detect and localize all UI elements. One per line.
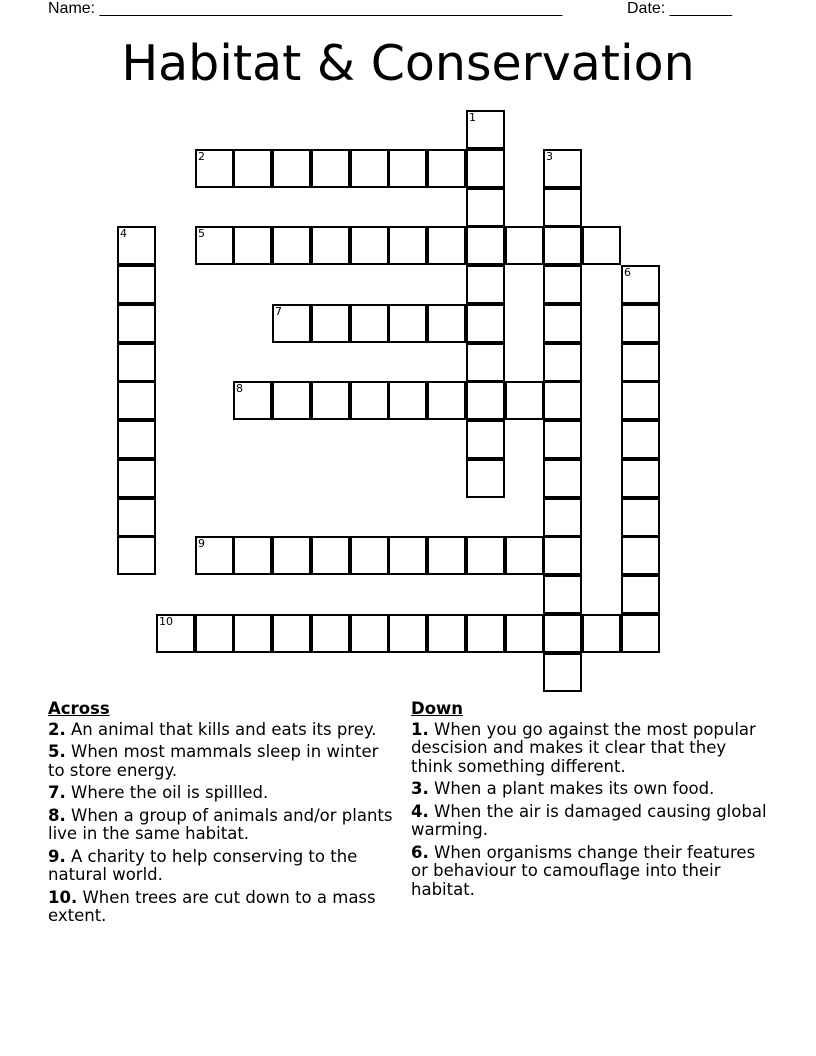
across-heading: Across — [48, 699, 110, 718]
crossword-cell[interactable] — [117, 498, 156, 537]
crossword-cell[interactable] — [388, 536, 427, 575]
clue-number: 3 — [546, 150, 553, 163]
date-field-label: Date: _______ — [627, 0, 732, 17]
crossword-cell[interactable] — [543, 498, 582, 537]
crossword-cell[interactable] — [195, 614, 234, 653]
clue-number: 9 — [198, 537, 205, 550]
crossword-cell[interactable] — [350, 536, 389, 575]
name-field-label: Name: ____________________________________________________ — [48, 0, 563, 17]
clue-number: 6 — [624, 266, 631, 279]
across-clue: 2. An animal that kills and eats its prey. — [48, 719, 377, 739]
clue-number: 8 — [236, 382, 243, 395]
crossword-cell[interactable] — [621, 381, 660, 420]
clue-number: 2 — [198, 150, 205, 163]
crossword-cell[interactable] — [466, 536, 505, 575]
crossword-cell[interactable] — [543, 653, 582, 692]
clue-number: 10 — [159, 615, 173, 628]
crossword-cell[interactable] — [272, 614, 311, 653]
crossword-cell[interactable] — [621, 304, 660, 343]
clue-number: 5 — [198, 227, 205, 240]
crossword-cell[interactable] — [117, 304, 156, 343]
down-clue: 3. When a plant makes its own food. — [411, 779, 715, 798]
crossword-cell[interactable] — [466, 188, 505, 227]
crossword-cell[interactable] — [311, 226, 350, 265]
crossword-cell[interactable] — [543, 304, 582, 343]
crossword-cell[interactable] — [621, 575, 660, 614]
crossword-cell[interactable] — [543, 575, 582, 614]
across-clue: 7. Where the oil is spillled. — [48, 783, 269, 802]
crossword-cell[interactable] — [272, 149, 311, 188]
crossword-cell[interactable] — [427, 149, 466, 188]
crossword-cell[interactable] — [466, 459, 505, 498]
crossword-cell[interactable] — [350, 149, 389, 188]
crossword-cell[interactable] — [272, 304, 311, 343]
crossword-cell[interactable] — [543, 226, 582, 265]
crossword-cell[interactable] — [466, 149, 505, 188]
crossword-cell[interactable] — [466, 226, 505, 265]
crossword-cell[interactable] — [272, 536, 311, 575]
crossword-cell[interactable] — [466, 265, 505, 304]
crossword-cell[interactable] — [543, 420, 582, 459]
crossword-cell[interactable] — [388, 149, 427, 188]
crossword-cell[interactable] — [621, 536, 660, 575]
clue-number: 7 — [275, 305, 282, 318]
crossword-cell[interactable] — [543, 614, 582, 653]
crossword-cell[interactable] — [466, 110, 505, 149]
crossword-cell[interactable] — [195, 536, 234, 575]
across-clue: 8. When a group of animals and/or plants live in the same habitat. — [48, 805, 393, 843]
crossword-cell[interactable] — [505, 381, 544, 420]
crossword-cell[interactable] — [427, 614, 466, 653]
crossword-cell[interactable] — [543, 149, 582, 188]
down-clues — [411, 700, 771, 903]
crossword-cell[interactable] — [621, 614, 660, 653]
crossword-cell[interactable] — [117, 459, 156, 498]
crossword-cell[interactable] — [117, 343, 156, 382]
crossword-cell[interactable] — [427, 304, 466, 343]
crossword-cell[interactable] — [543, 459, 582, 498]
crossword-cell[interactable] — [233, 536, 272, 575]
crossword-cell[interactable] — [582, 614, 621, 653]
crossword-cell[interactable] — [117, 265, 156, 304]
crossword-cell[interactable] — [233, 381, 272, 420]
crossword-cell[interactable] — [543, 536, 582, 575]
crossword-cell[interactable] — [466, 381, 505, 420]
crossword-cell[interactable] — [311, 536, 350, 575]
crossword-cell[interactable] — [272, 381, 311, 420]
crossword-cell[interactable] — [311, 614, 350, 653]
crossword-cell[interactable] — [543, 188, 582, 227]
across-clue: 10. When trees are cut down to a mass extent. — [48, 887, 376, 925]
crossword-cell[interactable] — [156, 614, 195, 653]
crossword-cell[interactable] — [505, 614, 544, 653]
crossword-cell[interactable] — [621, 420, 660, 459]
across-clue: 9. A charity to help conserving to the natural world. — [48, 846, 358, 884]
crossword-cell[interactable] — [117, 226, 156, 265]
crossword-cell[interactable] — [350, 226, 389, 265]
down-heading: Down — [411, 699, 464, 718]
crossword-cell[interactable] — [543, 265, 582, 304]
crossword-cell[interactable] — [427, 536, 466, 575]
page-title: Habitat & Conservation — [121, 35, 695, 92]
crossword-cell[interactable] — [350, 381, 389, 420]
crossword-cell[interactable] — [311, 304, 350, 343]
across-clue: 5. When most mammals sleep in winter to store energy. — [48, 742, 379, 780]
clue-number: 4 — [120, 227, 127, 240]
crossword-cell[interactable] — [350, 304, 389, 343]
crossword-cell[interactable] — [466, 304, 505, 343]
crossword-cell[interactable] — [621, 459, 660, 498]
crossword-cell[interactable] — [543, 381, 582, 420]
crossword-cell[interactable] — [505, 226, 544, 265]
crossword-cell[interactable] — [466, 614, 505, 653]
crossword-cell[interactable] — [466, 420, 505, 459]
crossword-cell[interactable] — [117, 381, 156, 420]
crossword-cell[interactable] — [388, 614, 427, 653]
clue-number: 1 — [469, 111, 476, 124]
crossword-cell[interactable] — [233, 226, 272, 265]
crossword-cell[interactable] — [117, 536, 156, 575]
crossword-cell[interactable] — [621, 343, 660, 382]
crossword-cell[interactable] — [311, 381, 350, 420]
crossword-cell[interactable] — [311, 149, 350, 188]
crossword-cell[interactable] — [427, 226, 466, 265]
crossword-cell[interactable] — [388, 226, 427, 265]
crossword-cell[interactable] — [233, 149, 272, 188]
down-clue: 1. When you go against the most popular descision and makes it clear that they think something different. — [411, 719, 756, 776]
crossword-cell[interactable] — [350, 614, 389, 653]
crossword-cell[interactable] — [543, 343, 582, 382]
down-clue: 6. When organisms change their features or behaviour to camouflage into their habitat. — [411, 842, 756, 899]
crossword-cell[interactable] — [195, 149, 234, 188]
crossword-cell[interactable] — [388, 304, 427, 343]
crossword-cell[interactable] — [233, 614, 272, 653]
crossword-cell[interactable] — [272, 226, 311, 265]
crossword-cell[interactable] — [505, 536, 544, 575]
crossword-cell[interactable] — [427, 381, 466, 420]
across-clues — [48, 700, 398, 930]
down-clue: 4. When the air is damaged causing global warming. — [411, 801, 767, 839]
crossword-cell[interactable] — [117, 420, 156, 459]
crossword-cell[interactable] — [195, 226, 234, 265]
crossword-cell[interactable] — [466, 343, 505, 382]
crossword-cell[interactable] — [621, 265, 660, 304]
crossword-cell[interactable] — [621, 498, 660, 537]
crossword-cell[interactable] — [582, 226, 621, 265]
crossword-cell[interactable] — [388, 381, 427, 420]
